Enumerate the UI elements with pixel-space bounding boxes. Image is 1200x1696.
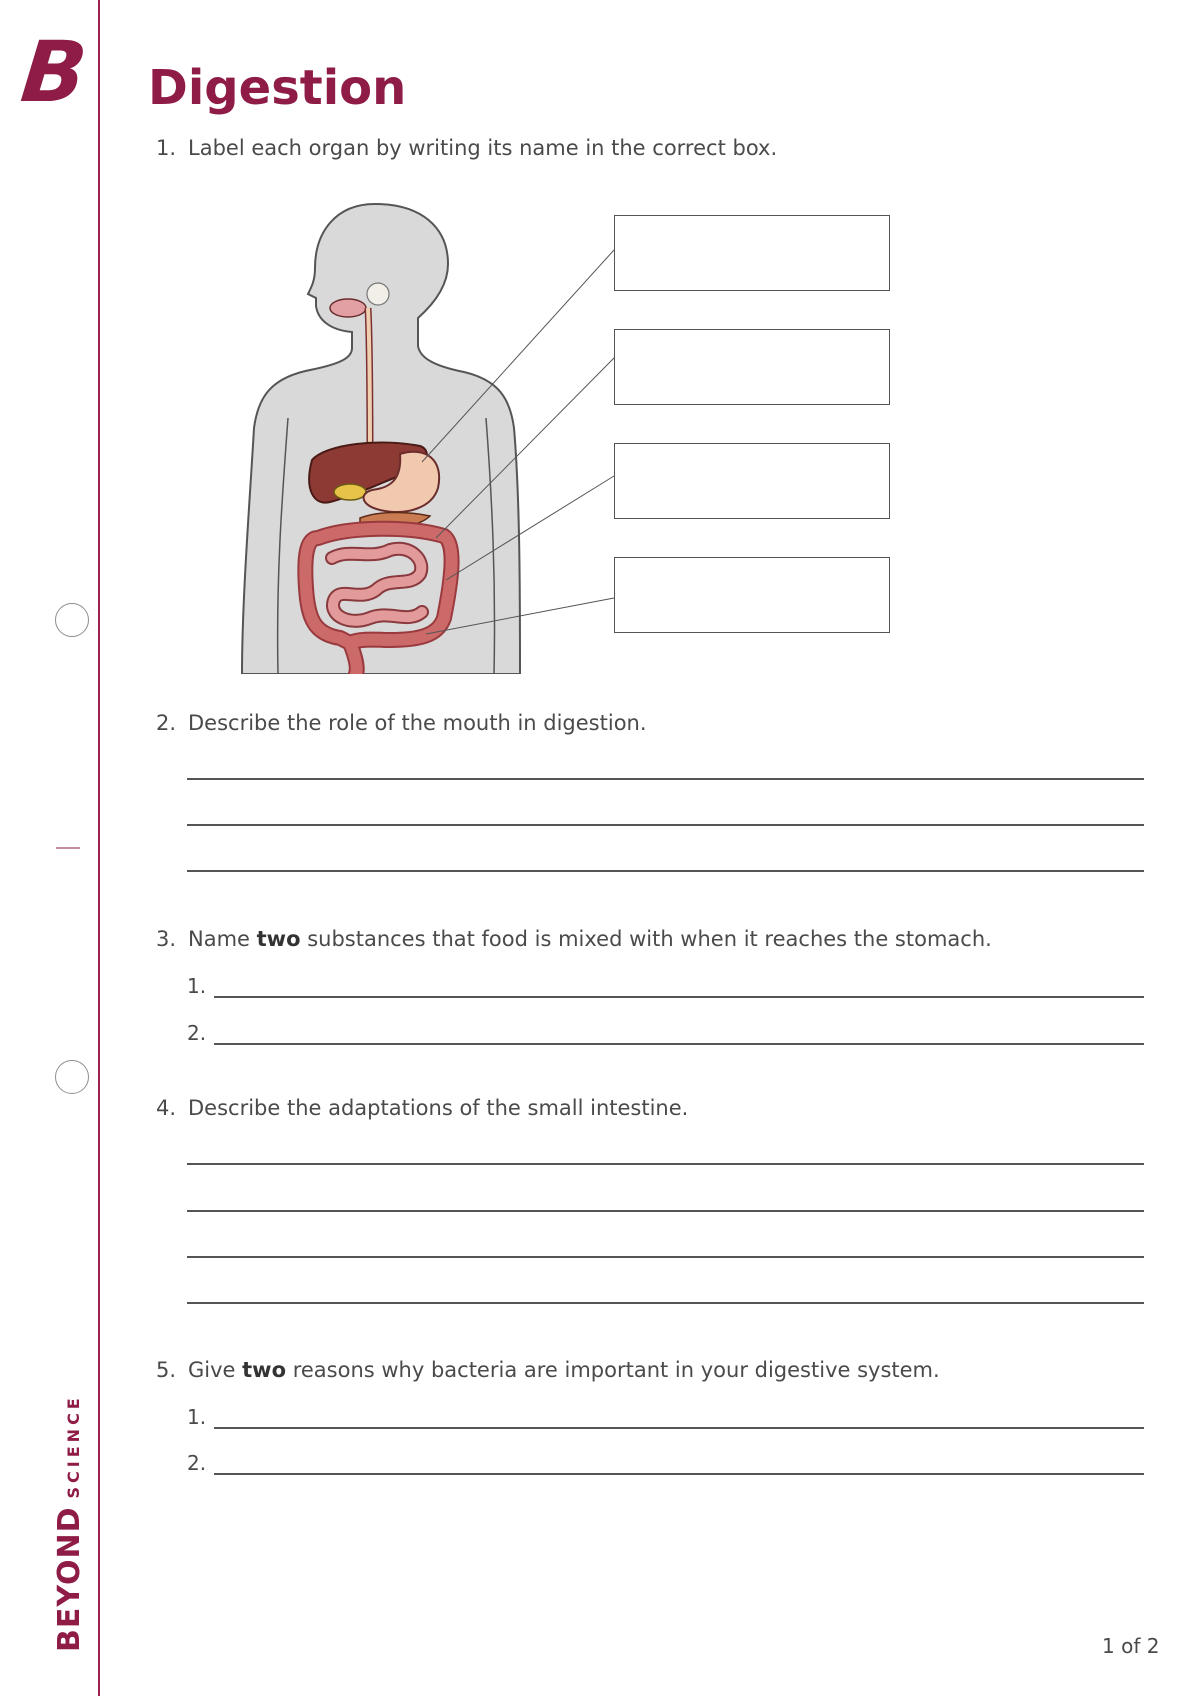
question-3 <box>156 925 992 953</box>
question-number: 5. <box>156 1358 177 1382</box>
digestive-system-diagram <box>230 198 630 674</box>
brand-wordmark <box>52 1394 87 1652</box>
gallbladder <box>334 484 366 500</box>
page-number: 1 of 2 <box>1102 1634 1160 1658</box>
numbered-answer-2[interactable] <box>187 1020 214 1046</box>
answer-line[interactable] <box>187 778 1144 780</box>
fold-mark <box>56 847 80 849</box>
brand-logo-icon: B <box>16 23 90 121</box>
question-5 <box>156 1356 940 1384</box>
punch-hole-top <box>55 603 89 637</box>
question-emphasis: two <box>256 927 301 951</box>
answer-line[interactable] <box>187 1163 1144 1165</box>
question-text-pre: Give <box>188 1358 243 1382</box>
question-1 <box>156 134 777 162</box>
question-number: 2. <box>156 711 177 735</box>
answer-line[interactable] <box>187 824 1144 826</box>
question-text: Label each organ by writing its name in the correct box. <box>188 136 778 160</box>
question-4 <box>156 1094 688 1122</box>
question-emphasis: two <box>242 1358 287 1382</box>
question-number: 3. <box>156 927 177 951</box>
page-title: Digestion <box>148 60 407 116</box>
question-text-post: reasons why bacteria are important in your digestive system. <box>286 1358 940 1382</box>
answer-number: 1. <box>187 974 207 998</box>
label-box-1[interactable] <box>614 215 890 291</box>
answer-number: 2. <box>187 1451 207 1475</box>
margin-line <box>98 0 100 1696</box>
question-number: 1. <box>156 136 177 160</box>
tongue <box>330 299 366 317</box>
question-text: Describe the role of the mouth in digestion. <box>188 711 647 735</box>
answer-line[interactable] <box>187 1210 1144 1212</box>
label-box-4[interactable] <box>614 557 890 633</box>
label-box-3[interactable] <box>614 443 890 519</box>
answer-line[interactable] <box>187 1302 1144 1304</box>
label-box-2[interactable] <box>614 329 890 405</box>
answer-number: 2. <box>187 1021 207 1045</box>
answer-line[interactable] <box>187 1256 1144 1258</box>
numbered-answer-2[interactable] <box>187 1450 214 1476</box>
answer-line[interactable] <box>187 870 1144 872</box>
question-2 <box>156 709 647 737</box>
brand-science: SCIENCE <box>64 1394 83 1499</box>
numbered-answer-1[interactable] <box>187 973 214 999</box>
numbered-answer-1[interactable] <box>187 1404 214 1430</box>
body-silhouette <box>242 204 520 674</box>
salivary-gland <box>367 283 389 305</box>
question-text-post: substances that food is mixed with when it reaches the stomach. <box>300 927 992 951</box>
answer-number: 1. <box>187 1405 207 1429</box>
question-number: 4. <box>156 1096 177 1120</box>
question-text-pre: Name <box>188 927 257 951</box>
brand-beyond: BEYOND <box>52 1506 87 1652</box>
question-text: Describe the adaptations of the small intestine. <box>188 1096 689 1120</box>
punch-hole-bottom <box>55 1060 89 1094</box>
